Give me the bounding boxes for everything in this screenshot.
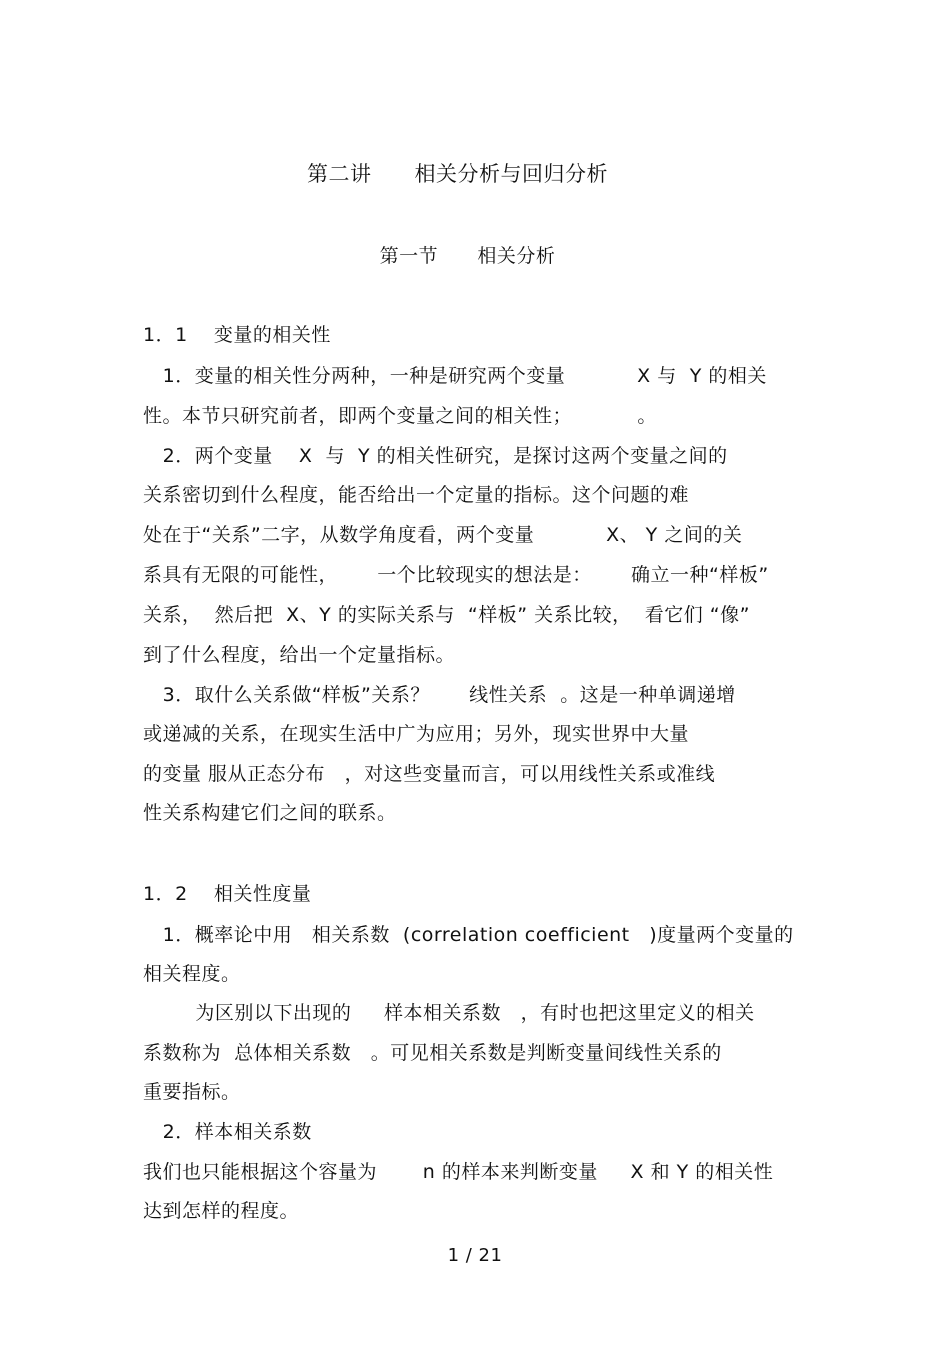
paragraph-line: 2．两个变量 X 与 Y 的相关性研究，是探讨这两个变量之间的 xyxy=(143,445,728,467)
paragraph-line: 3．取什么关系做“样板”关系？ 线性关系 。这是一种单调递增 xyxy=(143,684,736,706)
paragraph-line: 关系， 然后把 X、Y 的实际关系与 “样板” 关系比较， 看它们 “像” xyxy=(143,604,750,626)
lecture-title: 第二讲 相关分析与回归分析 xyxy=(306,162,609,186)
paragraph-line: 2．样本相关系数 xyxy=(143,1121,312,1143)
paragraph-line: 性关系构建它们之间的联系。 xyxy=(143,802,397,824)
paragraph-line: 关系密切到什么程度，能否给出一个定量的指标。这个问题的难 xyxy=(143,484,690,506)
paragraph-line: 系数称为 总体相关系数 。可见相关系数是判断变量间线性关系的 xyxy=(143,1042,722,1064)
paragraph-line: 1．变量的相关性分两种，一种是研究两个变量 X 与 Y 的相关 xyxy=(143,365,767,387)
heading-1-2: 1．2 相关性度量 xyxy=(143,883,312,905)
page-number: 1 / 21 xyxy=(447,1245,503,1266)
paragraph-line: 1．概率论中用 相关系数 (correlation coefficient )度量两个变量的 xyxy=(143,924,794,946)
paragraph-line: 或递减的关系，在现实生活中广为应用；另外，现实世界中大量 xyxy=(143,723,690,745)
paragraph-line: 相关程度。 xyxy=(143,963,241,985)
paragraph-line: 性。本节只研究前者，即两个变量之间的相关性； 。 xyxy=(143,405,657,427)
paragraph-line: 达到怎样的程度。 xyxy=(143,1200,300,1222)
paragraph-line: 到了什么程度，给出一个定量指标。 xyxy=(143,644,456,666)
paragraph-line: 我们也只能根据这个容量为 n 的样本来判断变量 X 和 Y 的相关性 xyxy=(143,1161,774,1183)
paragraph-line: 处在于“关系”二字，从数学角度看，两个变量 X、 Y 之间的关 xyxy=(143,524,743,546)
paragraph-line: 为区别以下出现的 样本相关系数 ，有时也把这里定义的相关 xyxy=(143,1002,755,1024)
heading-1-1: 1．1 变量的相关性 xyxy=(143,324,331,346)
paragraph-line: 系具有无限的可能性， 一个比较现实的想法是： 确立一种“样板” xyxy=(143,564,769,586)
section-title: 第一节 相关分析 xyxy=(379,245,556,267)
paragraph-line: 重要指标。 xyxy=(143,1081,241,1103)
paragraph-line: 的变量 服从正态分布 ，对这些变量而言，可以用线性关系或准线 xyxy=(143,763,716,785)
